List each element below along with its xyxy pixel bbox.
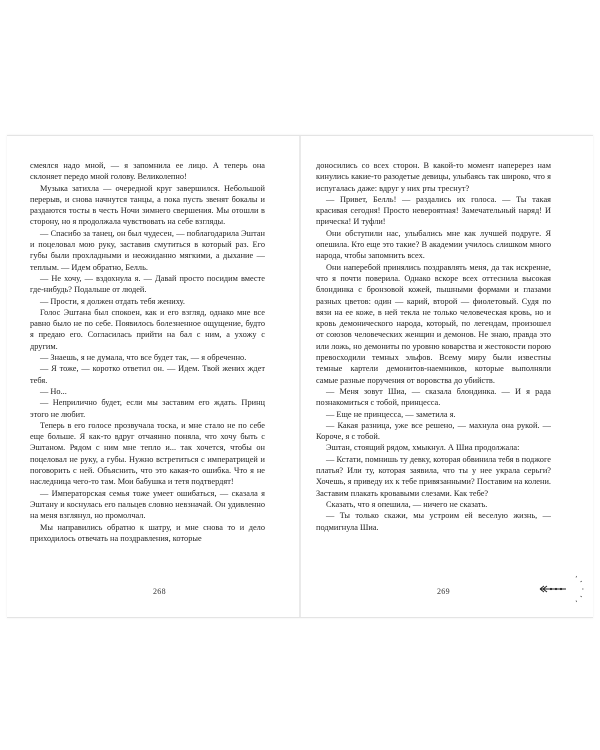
paragraph: — Привет, Белль! — раздались их голоса. — Ты такая красивая сегодня! Просто невероятная! Замечательный наряд! И прическа! И туфли! <box>316 194 551 227</box>
paragraph: Сказать, что я опешила, — ничего не сказать. <box>326 499 488 509</box>
paragraph: Голос Эштана был спокоен, как и его взгляд, однако мне все равно было не по себе. Появилось болезненное ощущение, будто я предаю его. Согласилась прийти на бал с ним, а ухожу с другим. <box>30 307 265 351</box>
paragraph: — Неприлично будет, если мы заставим его ждать. Принц этого не любит. <box>30 398 265 419</box>
paragraph: Теперь в его голосе прозвучала тоска, и мне стало не по себе еще больше. Я как-то вдруг отчаянно поняла, что хочу быть с Эштаном. Рядом с ним мне тепло и... так хочется, чтобы он поцеловал не руку, а губы. Нужно встретиться с императрицей и поговорить с ней. Объяснить, что это какая-то ошибка. Что я не наследница чего-то там. Мои бабушка и тетя подтвердят! <box>30 420 265 487</box>
paragraph: Эштан, стоящий рядом, хмыкнул. А Шиа продолжала: <box>326 443 520 453</box>
paragraph: доносились со всех сторон. В какой-то момент наперерез нам кинулись какие-то разодетые девицы, улыбаясь так широко, что я испугалась даже: вдруг у них рты треснут? <box>316 161 551 193</box>
book-spread <box>7 135 593 618</box>
paragraph: — Меня зовут Шиа, — сказала блондинка. — И я рада познакомиться с тобой, принцесса. <box>316 386 551 408</box>
paragraph: — Я тоже, — коротко ответил он. — Идем. Твой жених ждет тебя. <box>30 364 265 385</box>
paragraph: — Но... <box>40 386 67 396</box>
right-page-text <box>316 160 551 533</box>
paragraph: — Знаешь, я не думала, что все будет так, — я обреченно. <box>40 353 247 363</box>
paragraph: Музыка затихла — очередной круг завершился. Небольшой перерыв, и снова начнутся танцы, а пока пусть звенят бокалы и раздаются тосты в честь Ночи зимнего свершения. Мы отошли в сторону, но я продолжала чувствовать на себе взгляды. <box>30 183 265 227</box>
paragraph: — Какая разница, уже все решено, — махнула она рукой. — Короче, я с тобой. <box>316 420 551 442</box>
paragraph: Они обступили нас, улыбались мне как лучшей подруге. Я опешила. Кто еще это такие? В академии училось слишком много народа, чтобы запомнить всех. <box>316 228 551 261</box>
paragraph: — Прости, я должен отдать тебя жениху. <box>40 296 185 306</box>
book-gutter <box>299 136 301 617</box>
page-number-left: 268 <box>153 587 166 596</box>
paragraph: — Спасибо за танец, он был чудесен, — поблагодарила Эштан и поцеловал мою руку, заставив смутиться в который раз. Его губы были прохладными и неожиданно мягкими, а дыхание — теплым. — Идем обратно, Белль. <box>30 228 265 272</box>
paragraph: смеялся надо мной, — я запомнила ее лицо. А теперь она склоняет передо мной голову. Великолепно! <box>30 161 265 182</box>
crescent-moon-arrow-icon <box>538 575 584 603</box>
paragraph: — Не хочу, — вздохнула я. — Давай просто посидим вместе где-нибудь? Подальше от людей. <box>30 273 265 295</box>
page-number-right: 269 <box>437 587 450 596</box>
paragraph: — Кстати, помнишь ту девку, которая обвинила тебя в поджоге платья? Или ту, которая заявила, что ты у нее украла серьги? Хочешь, я приведу их к тебе привязанными? Поставим на колени. Заставим плакать кровавыми слезами. Как тебе? <box>316 454 551 498</box>
paragraph: — Еще не принцесса, — заметила я. <box>326 409 456 419</box>
paragraph: Они наперебой принялись поздравлять меня, да так искренне, что я почти поверила. Однако вскоре всех оттеснила высокая блондинка с бронзовой кожей, пышными формами и глазами разных цветов: один — карий, второй — фиолетовый. Судя по вязи на ее коже, в ней текла не только человеческая кровь, но и кровь демонического народа, который, по легендам, произошел от союзов человеческих женщин и демонов. Не знаю, правда это или ложь, но демониты по уровню коварства и жестокости порою превосходили темных эльфов. Всему миру были известны темные картели демонитов-наемников, которые выполняли самые разные поручения от воровства до убийств. <box>316 262 551 385</box>
left-page-text <box>30 160 265 544</box>
paragraph: Мы направились обратно к шатру, и мне снова то и дело приходилось отвечать на поздравления, которые <box>30 522 265 543</box>
paragraph: — Императорская семья тоже умеет ошибаться, — сказала я Эштану и коснулась его пальцев словно невзначай. Он удивленно на меня взглянул, но промолчал. <box>30 488 265 521</box>
paragraph: — Ты только скажи, мы устроим ей веселую жизнь, — подмигнула Шиа. <box>316 511 551 532</box>
